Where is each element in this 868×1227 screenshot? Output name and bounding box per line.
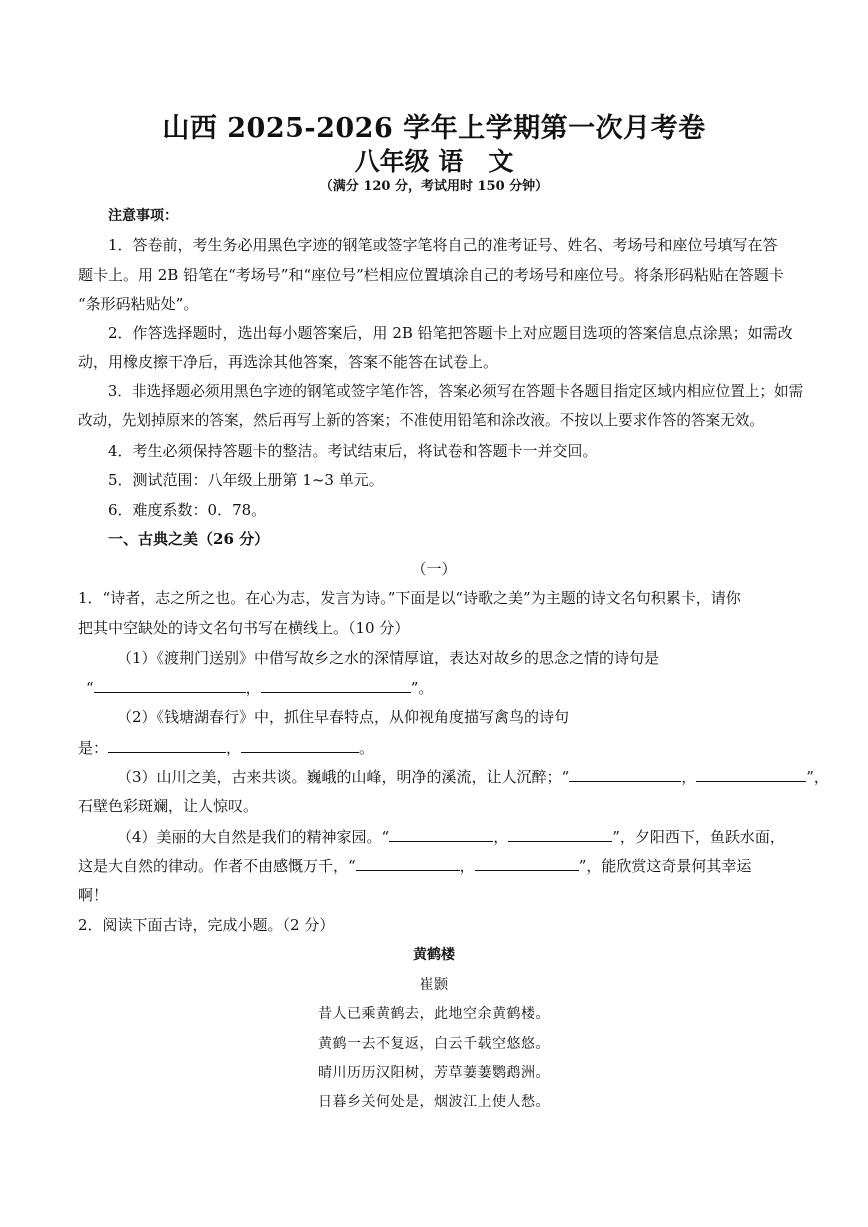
q1-sub4-line-1: （4）美丽的大自然是我们的精神家园。“ ， ”，夕阳西下，鱼跃水面， — [117, 828, 785, 846]
poem-author: 崔颢 — [419, 977, 449, 993]
answer-blank[interactable] — [508, 826, 612, 842]
q1-sub1-text: （1）《渡荆门送别》中借写故乡之水的深情厚谊，表达对故乡的思念之情的诗句是 — [117, 649, 660, 667]
answer-blank[interactable] — [241, 737, 359, 753]
notice-heading: 注意事项： — [108, 208, 178, 224]
answer-blank[interactable] — [356, 855, 460, 871]
notice-line-4: 2．作答选择题时，选出每小题答案后，用 2B 铅笔把答题卡上对应题目选项的答案信息点涂黑；如需改 — [108, 324, 793, 342]
q1-sub2-answer-line: 是： ， 。 — [78, 739, 375, 757]
q1-sub2-text: （2）《钱塘湖春行》中，抓住早春特点，从仰视角度描写禽鸟的诗句 — [117, 708, 570, 726]
notice-line-7: 改动，先划掉原来的答案，然后再写上新的答案；不准使用铅笔和涂改液。不按以上要求作答的答案无效。 — [78, 412, 764, 429]
q1-sub3-line-1: （3）山川之美，古来共谈。巍峨的山峰，明净的溪流，让人沉醉；“ ， ”， — [117, 768, 829, 786]
answer-blank[interactable] — [389, 826, 493, 842]
q1-sub1-answer-line: “ ， ”。 — [86, 679, 434, 697]
answer-blank[interactable] — [569, 766, 681, 782]
notice-line-2: 题卡上。用 2B 铅笔在“考场号”和“座位号”栏相应位置填涂自己的考场号和座位号。将条形码粘贴在答题卡 — [78, 266, 784, 284]
notice-line-10: 6．难度系数：0．78。 — [108, 501, 267, 519]
notice-line-8: 4．考生必须保持答题卡的整洁。考试结束后，将试卷和答题卡一并交回。 — [108, 442, 598, 460]
q2-stem: 2．阅读下面古诗，完成小题。（2 分） — [78, 916, 335, 934]
answer-blank[interactable] — [94, 677, 246, 693]
notice-line-3: “条形码粘贴处”。 — [78, 295, 199, 313]
poem-line: 日暮乡关何处是，烟波江上使人愁。 — [318, 1094, 550, 1110]
notice-line-6: 3．非选择题必须用黑色字迹的钢笔或签字笔作答，答案必须写在答题卡各题目指定区域内相应位置上；如需 — [108, 383, 804, 400]
answer-blank[interactable] — [108, 737, 226, 753]
exam-title: 山西 2025-2026 学年上学期第一次月考卷 — [162, 113, 706, 144]
exam-subtitle: 八年级 语 文 — [354, 147, 514, 176]
answer-blank[interactable] — [475, 855, 579, 871]
section-part: （一） — [411, 560, 457, 578]
q1-stem-line-1: 1．“诗者，志之所之也。在心为志，发言为诗。”下面是以“诗歌之美”为主题的诗文名句积累卡，请你 — [78, 589, 741, 607]
section-heading: 一、古典之美（26 分） — [108, 530, 270, 548]
q1-sub3-line-2: 石壁色彩斑斓，让人惊叹。 — [78, 797, 259, 815]
q1-sub4-line-3: 啊！ — [78, 886, 109, 904]
q1-sub4-line-2: 这是大自然的律动。作者不由感慨万千，“ ， ”，能欣赏这奇景何其幸运 — [78, 857, 752, 875]
poem-title: 黄鹤楼 — [413, 947, 455, 963]
answer-blank[interactable] — [696, 766, 806, 782]
poem-line: 昔人已乘黄鹤去，此地空余黄鹤楼。 — [318, 1006, 550, 1022]
q1-stem-line-2: 把其中空缺处的诗文名句书写在横线上。（10 分） — [78, 619, 410, 637]
exam-meta: （满分 120 分，考试用时 150 分钟） — [319, 179, 549, 194]
answer-blank[interactable] — [261, 677, 411, 693]
poem-line: 晴川历历汉阳树，芳草萋萋鹦鹉洲。 — [318, 1065, 550, 1081]
notice-line-5: 动，用橡皮擦干净后，再选涂其他答案，答案不能答在试卷上。 — [78, 353, 499, 371]
poem-line: 黄鹤一去不复返，白云千载空悠悠。 — [318, 1036, 550, 1052]
notice-line-9: 5．测试范围：八年级上册第 1~3 单元。 — [108, 471, 384, 489]
notice-line-1: 1．答卷前，考生务必用黑色字迹的钢笔或签字笔将自己的准考证号、姓名、考场号和座位号填写在答 — [108, 236, 778, 254]
